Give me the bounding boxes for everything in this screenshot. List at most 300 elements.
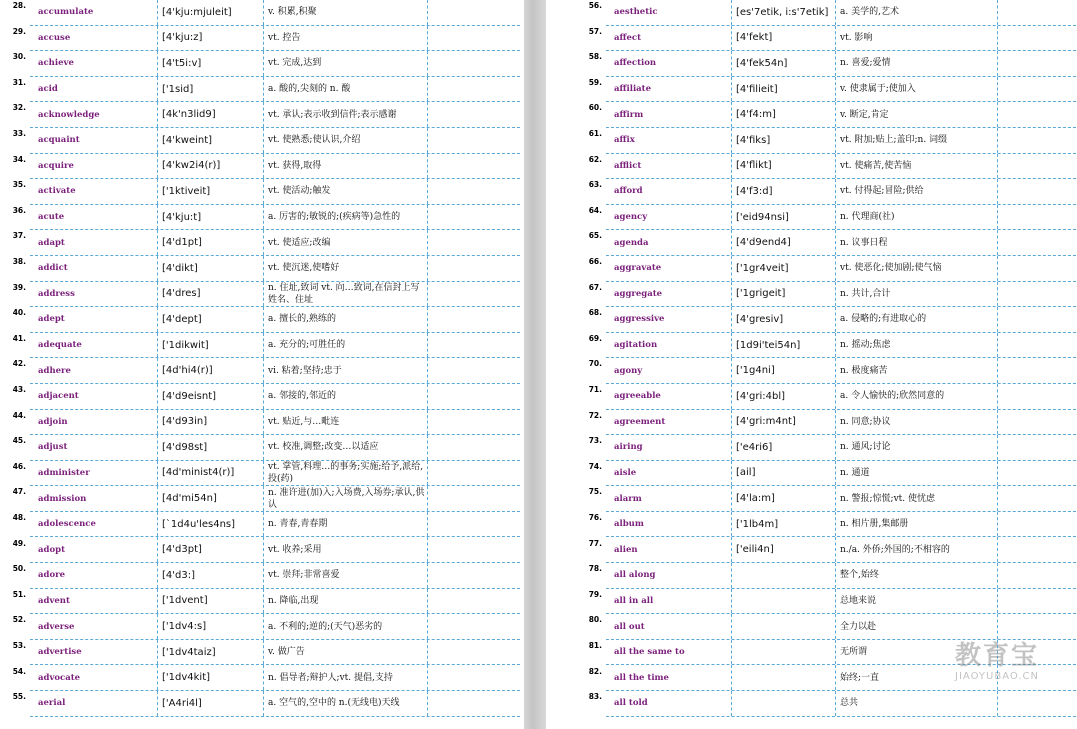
entry-word: aggressive [606,307,732,332]
entry-extra [998,230,1076,255]
vocab-row [606,282,1076,308]
entry-word: adequate [30,333,158,358]
entry-word: adolescence [30,512,158,537]
entry-pronunciation: [4d'hi4(r)] [158,358,264,383]
entry-word: agitation [606,333,732,358]
entry-pronunciation: [4'flikt] [732,154,836,179]
vocab-row [30,333,520,359]
entry-definition: n. 同意;协议 [836,410,998,435]
vocab-row [606,256,1076,282]
entry-definition: n. 共计,合计 [836,282,998,307]
entry-extra [428,77,520,102]
entry-definition: vt. 使适应;改编 [264,230,428,255]
entry-extra [998,307,1076,332]
entry-pronunciation: [4'filieit] [732,77,836,102]
entry-extra [998,486,1076,511]
entry-number: 54. [12,666,26,676]
entry-number: 65. [588,231,602,241]
entry-number: 35. [12,180,26,190]
vocab-row [30,665,520,691]
entry-definition: 无所谓 [836,640,998,665]
entry-number: 69. [588,333,602,343]
vocab-row [30,154,520,180]
entry-pronunciation: ['1lb4m] [732,512,836,537]
entry-definition: a. 酸的,尖刻的 n. 酸 [264,77,428,102]
entry-definition: vt. 使痛苦,使苦恼 [836,154,998,179]
entry-definition: vt. 使恶化;使加剧;使气恼 [836,256,998,281]
vocab-row [606,230,1076,256]
vocab-table-left [30,0,520,717]
entry-definition: n. 通道 [836,461,998,486]
entry-word: all the time [606,665,732,690]
entry-number: 45. [12,436,26,446]
entry-pronunciation: ['1dikwit] [158,333,264,358]
entry-word: adapt [30,230,158,255]
entry-pronunciation [732,691,836,716]
entry-word: acquire [30,154,158,179]
entry-definition: n. 代理商(社) [836,205,998,230]
entry-pronunciation: [4'd93in] [158,410,264,435]
entry-pronunciation: [4'fiks] [732,128,836,153]
entry-definition: 始终;一直 [836,665,998,690]
entry-word: all told [606,691,732,716]
vocab-row [606,563,1076,589]
entry-pronunciation [732,563,836,588]
entry-pronunciation: [4'kju:z] [158,26,264,51]
entry-number: 58. [588,52,602,62]
entry-number: 41. [12,333,26,343]
entry-pronunciation: ['1dv4kit] [158,665,264,690]
vocab-row [606,179,1076,205]
entry-pronunciation: [4'kju:t] [158,205,264,230]
entry-extra [998,128,1076,153]
watermark [937,641,1057,691]
entry-definition: vi. 粘着;坚持;忠于 [264,358,428,383]
vocab-row [606,26,1076,52]
entry-pronunciation: [4'd3pt] [158,537,264,562]
entry-extra [998,589,1076,614]
entry-pronunciation: [4'gri:m4nt] [732,410,836,435]
entry-word: agenda [606,230,732,255]
entry-number: 73. [588,436,602,446]
entry-extra [998,77,1076,102]
entry-pronunciation: [4'dikt] [158,256,264,281]
entry-extra [998,435,1076,460]
vocab-row [30,51,520,77]
entry-pronunciation: ['eili4n] [732,537,836,562]
vocab-row [30,512,520,538]
entry-pronunciation: [4'dept] [158,307,264,332]
entry-word: affiliate [606,77,732,102]
entry-definition: n./a. 外侨;外国的;不相容的 [836,537,998,562]
entry-pronunciation: [4d'mi54n] [158,486,264,511]
entry-word: activate [30,179,158,204]
entry-extra [428,154,520,179]
vocab-row [30,179,520,205]
vocab-row [606,51,1076,77]
entry-word: achieve [30,51,158,76]
vocab-row [606,512,1076,538]
entry-extra [428,282,520,307]
entry-number: 72. [588,410,602,420]
vocab-row [30,358,520,384]
entry-extra [998,691,1076,716]
entry-extra [998,333,1076,358]
entry-definition: n. 警报;惊慌;vt. 使忧虑 [836,486,998,511]
entry-pronunciation: ['1ktiveit] [158,179,264,204]
entry-number: 29. [12,26,26,36]
entry-extra [998,205,1076,230]
entry-number: 40. [12,308,26,318]
entry-definition: v. 做广告 [264,640,428,665]
vocab-row [606,410,1076,436]
entry-pronunciation: [1d9i'tei54n] [732,333,836,358]
entry-extra [998,384,1076,409]
entry-word: acquaint [30,128,158,153]
entry-word: agreement [606,410,732,435]
entry-definition: a. 充分的;可胜任的 [264,333,428,358]
entry-definition: vt. 承认;表示收到信件;表示感谢 [264,102,428,127]
entry-extra [998,26,1076,51]
entry-definition: a. 美学的,艺术 [836,0,998,25]
entry-extra [428,128,520,153]
entry-extra [428,486,520,511]
entry-word: advocate [30,665,158,690]
entry-pronunciation: [ail] [732,461,836,486]
entry-word: afflict [606,154,732,179]
entry-pronunciation: [4'gresiv] [732,307,836,332]
entry-number: 49. [12,538,26,548]
entry-definition: n. 摇动;焦虑 [836,333,998,358]
entry-definition: a. 擅长的,熟练的 [264,307,428,332]
watermark-url: JIAOYUBAO.CN [955,671,1039,682]
entry-number: 59. [588,77,602,87]
vocab-row [30,486,520,512]
entry-extra [428,614,520,639]
entry-word: aggravate [606,256,732,281]
entry-word: all in all [606,589,732,614]
entry-word: all the same to [606,640,732,665]
entry-number: 28. [12,1,26,10]
entry-number: 70. [588,359,602,369]
entry-word: adhere [30,358,158,383]
entry-extra [998,614,1076,639]
entry-definition: n. 议事日程 [836,230,998,255]
entry-definition: vt. 校准,调整;改变…以适应 [264,435,428,460]
entry-definition: vt. 贴近,与…毗连 [264,410,428,435]
entry-extra [998,563,1076,588]
entry-pronunciation: ['A4ri4l] [158,691,264,716]
entry-pronunciation: [`1d4u'les4ns] [158,512,264,537]
vocab-row [606,537,1076,563]
entry-word: adjust [30,435,158,460]
entry-extra [428,640,520,665]
entry-extra [998,51,1076,76]
entry-extra [428,102,520,127]
entry-number: 71. [588,385,602,394]
entry-pronunciation: ['1sid] [158,77,264,102]
vocab-table-right [606,0,1076,717]
entry-pronunciation: [4'fek54n] [732,51,836,76]
entry-number: 43. [12,385,26,394]
entry-pronunciation: [4'd98st] [158,435,264,460]
entry-pronunciation: [4'kw2i4(r)] [158,154,264,179]
entry-number: 39. [12,282,26,292]
entry-definition: a. 侵略的;有进取心的 [836,307,998,332]
entry-definition: 全力以赴 [836,614,998,639]
entry-pronunciation: ['1gr4veit] [732,256,836,281]
entry-extra [998,512,1076,537]
entry-definition: n. 相片册,集邮册 [836,512,998,537]
entry-pronunciation [732,640,836,665]
entry-word: afford [606,179,732,204]
entry-pronunciation: [4'gri:4bl] [732,384,836,409]
entry-number: 30. [12,52,26,62]
entry-number: 79. [588,589,602,599]
entry-word: adopt [30,537,158,562]
entry-extra [998,358,1076,383]
entry-word: acid [30,77,158,102]
entry-number: 57. [588,26,602,36]
entry-extra [428,537,520,562]
entry-definition: vt. 完成,达到 [264,51,428,76]
entry-definition: n. 倡导者;辩护人;vt. 提倡,支持 [264,665,428,690]
entry-number: 75. [588,487,602,497]
entry-number: 74. [588,461,602,471]
vocab-row [606,614,1076,640]
entry-word: adept [30,307,158,332]
entry-definition: a. 邻接的,邻近的 [264,384,428,409]
entry-word: admission [30,486,158,511]
entry-word: aesthetic [606,0,732,25]
entry-pronunciation: [4'd1pt] [158,230,264,255]
entry-number: 44. [12,410,26,420]
entry-extra [998,537,1076,562]
entry-number: 67. [588,282,602,292]
entry-pronunciation [732,614,836,639]
entry-word: advertise [30,640,158,665]
entry-definition: a. 空气的,空中的 n.(无线电)天线 [264,691,428,716]
entry-word: address [30,282,158,307]
vocab-row [30,0,520,26]
entry-extra [428,256,520,281]
entry-word: affix [606,128,732,153]
entry-number: 55. [12,692,26,702]
entry-extra [428,461,520,486]
entry-pronunciation [732,665,836,690]
entry-extra [428,307,520,332]
page-left [0,0,524,729]
entry-word: adjoin [30,410,158,435]
entry-word: accumulate [30,0,158,25]
watermark-logo-text: 教育宝 [954,641,1039,671]
entry-word: airing [606,435,732,460]
entry-definition: vt. 控告 [264,26,428,51]
entry-extra [428,205,520,230]
vocab-row [30,77,520,103]
vocab-row [30,410,520,436]
entry-extra [998,410,1076,435]
entry-number: 53. [12,641,26,650]
entry-word: agony [606,358,732,383]
entry-extra [428,179,520,204]
entry-definition: n. 极度痛苦 [836,358,998,383]
vocab-row [30,461,520,487]
entry-number: 78. [588,564,602,574]
entry-extra [428,435,520,460]
vocab-row [30,537,520,563]
entry-pronunciation: [4'f4:m] [732,102,836,127]
entry-definition: v. 积累,积聚 [264,0,428,25]
entry-number: 66. [588,257,602,266]
entry-word: affection [606,51,732,76]
vocab-row [30,26,520,52]
vocab-row [30,435,520,461]
entry-pronunciation: ['1dv4:s] [158,614,264,639]
entry-number: 50. [12,564,26,574]
entry-word: all out [606,614,732,639]
entry-extra [428,512,520,537]
entry-definition: a. 令人愉快的;欣然同意的 [836,384,998,409]
entry-word: affect [606,26,732,51]
entry-definition: vt. 获得,取得 [264,154,428,179]
entry-pronunciation: [4k'n3lid9] [158,102,264,127]
entry-definition: n. 准许进(加)入;入场费,入场券;承认,供认 [264,486,428,511]
entry-pronunciation: ['1grigeit] [732,282,836,307]
entry-word: alien [606,537,732,562]
entry-number: 51. [12,589,26,599]
entry-extra [998,154,1076,179]
vocab-row [606,77,1076,103]
entry-pronunciation: [4'fekt] [732,26,836,51]
entry-number: 63. [588,180,602,190]
entry-number: 77. [588,538,602,548]
entry-definition: vt. 附加;贴上;盖印;n. 词缀 [836,128,998,153]
entry-word: album [606,512,732,537]
entry-definition: vt. 使沉迷,使嗜好 [264,256,428,281]
entry-definition: n. 降临,出现 [264,589,428,614]
entry-extra [998,0,1076,25]
entry-number: 64. [588,205,602,215]
entry-word: agreeable [606,384,732,409]
entry-pronunciation [732,589,836,614]
entry-pronunciation: [4'd9end4] [732,230,836,255]
entry-pronunciation: ['1dvent] [158,589,264,614]
entry-number: 32. [12,103,26,113]
vocab-row [606,589,1076,615]
entry-number: 81. [588,641,602,650]
vocab-row [606,0,1076,26]
entry-pronunciation: [es'7etik, i:s'7etik] [732,0,836,25]
vocab-row [30,384,520,410]
entry-word: accuse [30,26,158,51]
vocab-row [606,691,1076,717]
entry-word: aerial [30,691,158,716]
entry-extra [428,0,520,25]
entry-definition: vt. 崇拜;非常喜爱 [264,563,428,588]
entry-word: agency [606,205,732,230]
entry-definition: vt. 掌管,料理…的事务;实施;给予,派给,投(药) [264,461,428,486]
entry-word: advent [30,589,158,614]
entry-number: 46. [12,461,26,471]
entry-number: 60. [588,103,602,113]
entry-extra [428,26,520,51]
entry-word: acknowledge [30,102,158,127]
entry-extra [428,384,520,409]
entry-extra [428,358,520,383]
vocab-row [606,102,1076,128]
vocab-row [30,563,520,589]
entry-word: affirm [606,102,732,127]
entry-definition: vt. 影响 [836,26,998,51]
entry-definition: a. 不利的;逆的;(天气)恶劣的 [264,614,428,639]
entry-definition: n. 住址,致词 vt. 向…致词,在信封上写姓名、住址 [264,282,428,307]
entry-number: 34. [12,154,26,164]
entry-pronunciation: [4'd9eisnt] [158,384,264,409]
entry-definition: n. 喜爱;爱情 [836,51,998,76]
entry-number: 37. [12,231,26,241]
entry-number: 61. [588,129,602,138]
entry-definition: vt. 使熟悉;使认识,介绍 [264,128,428,153]
vocab-row [606,128,1076,154]
vocab-row [606,486,1076,512]
entry-word: all along [606,563,732,588]
vocab-row [30,589,520,615]
entry-pronunciation: [4'la:m] [732,486,836,511]
vocab-row [30,282,520,308]
entry-extra [998,179,1076,204]
vocab-row [30,230,520,256]
entry-pronunciation: ['1dv4taiz] [158,640,264,665]
entry-number: 80. [588,615,602,625]
entry-word: aggregate [606,282,732,307]
entry-pronunciation: ['e4ri6] [732,435,836,460]
vocab-row [606,154,1076,180]
entry-extra [998,256,1076,281]
entry-definition: vt. 使活动;触发 [264,179,428,204]
vocab-row [30,614,520,640]
entry-extra [428,410,520,435]
entry-definition: 总共 [836,691,998,716]
vocab-row [30,205,520,231]
entry-word: addict [30,256,158,281]
vocab-row [606,461,1076,487]
entry-pronunciation: [4't5i:v] [158,51,264,76]
entry-extra [428,230,520,255]
entry-number: 47. [12,487,26,497]
entry-extra [998,102,1076,127]
entry-number: 76. [588,513,602,522]
entry-pronunciation: [4'kweint] [158,128,264,153]
entry-pronunciation: [4'dres] [158,282,264,307]
entry-extra [998,461,1076,486]
vocab-row [30,307,520,333]
entry-extra [428,691,520,716]
vocab-row [606,307,1076,333]
entry-number: 36. [12,205,26,215]
entry-pronunciation: [4'd3:] [158,563,264,588]
entry-word: aisle [606,461,732,486]
entry-extra [428,333,520,358]
entry-word: alarm [606,486,732,511]
entry-definition: n. 青春,青春期 [264,512,428,537]
page-gutter [524,0,546,729]
entry-pronunciation: ['1g4ni] [732,358,836,383]
vocab-row [606,435,1076,461]
entry-definition: a. 厉害的;敏锐的;(疾病等)急性的 [264,205,428,230]
entry-number: 83. [588,692,602,702]
vocab-row [30,102,520,128]
